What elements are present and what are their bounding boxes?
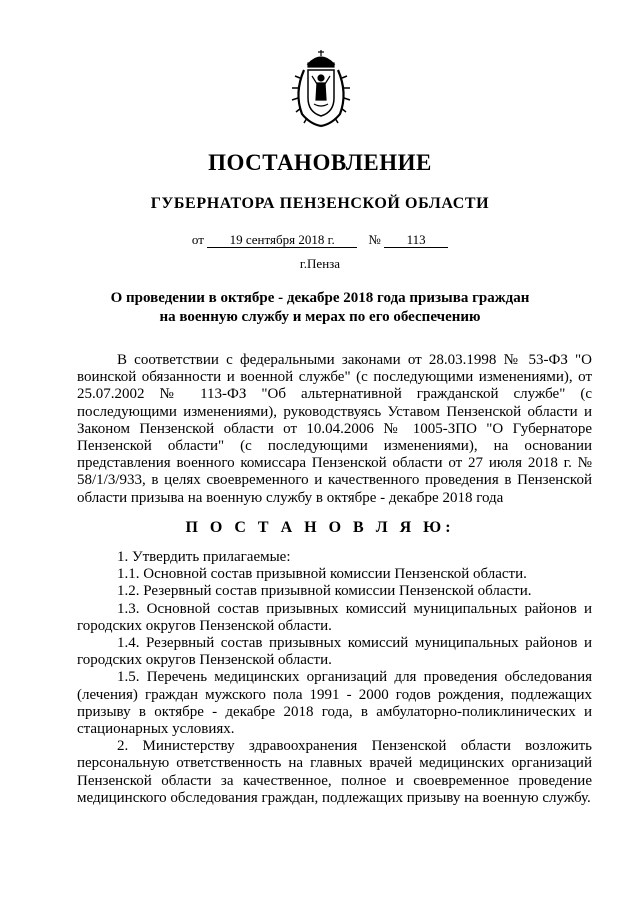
- issuer-heading: ГУБЕРНАТОРА ПЕНЗЕНСКОЙ ОБЛАСТИ: [150, 195, 490, 212]
- decree-item: 1.4. Резервный состав призывных комиссий муниципальных районов и городских округов Пензенской области.: [77, 635, 592, 669]
- document-date: 19 сентября 2018 г.: [207, 233, 357, 248]
- date-prefix: от: [191, 232, 204, 247]
- decree-items: [77, 549, 592, 807]
- decree-heading: П О С Т А Н О В Л Я Ю:: [185, 519, 455, 536]
- document-number: 113: [384, 233, 448, 248]
- city-label: г.Пенза: [299, 256, 341, 271]
- decree-item: 1.3. Основной состав призывных комиссий муниципальных районов и городских округов Пензенской области.: [77, 600, 592, 634]
- subject-line: О проведении в октябре - декабре 2018 года призыва граждан: [110, 290, 530, 306]
- decree-item: 2. Министерству здравоохранения Пензенской области возложить персональную ответственность на главных врачей медицинских организаций Пензенской области за качественное, полное и своевременное проведение медицинского обследования граждан, подлежащих призыву на военную службу.: [77, 738, 592, 806]
- subject-line: на военную службу и мерах по его обеспечению: [159, 309, 481, 325]
- decree-item: 1.2. Резервный состав призывной комиссии Пензенской области.: [117, 583, 532, 600]
- decree-item: 1. Утвердить прилагаемые:: [117, 549, 291, 565]
- coat-of-arms-icon: [290, 48, 352, 130]
- page-title: ПОСТАНОВЛЕНИЕ: [208, 150, 432, 175]
- decree-item: 1.1. Основной состав призывной комиссии Пензенской области.: [117, 566, 527, 583]
- decree-item: 1.5. Перечень медицинских организаций для проведения обследования (лечения) граждан мужского пола 1991 - 2000 годов рождения, подлежащих призыву в октябре - декабре 2018 года, в амбулаторно-поликлинических и стационарных условиях.: [77, 669, 592, 738]
- date-number-line: [0, 232, 640, 248]
- document-subject: [100, 289, 540, 327]
- number-prefix: №: [368, 232, 381, 247]
- preamble-paragraph: В соответствии с федеральными законами от 28.03.1998 № 53-ФЗ "О воинской обязанности и военной службе" (с последующими изменениями), от 25.07.2002 № 113-ФЗ "Об альтернативной гражданской службе" (с последующими изменениями), руководствуясь Уставом Пензенской области и Законом Пензенской области от 10.04.2006 № 1005-ЗПО "О Губернаторе Пензенской области" (с последующими изменениями), на основании представления военного комиссара Пензенской области от 27 июля 2018 г. № 58/1/3/933, в целях своевременного и качественного проведения в Пензенской области призыва на военную службу в октябре - декабре 2018 года: [77, 352, 592, 506]
